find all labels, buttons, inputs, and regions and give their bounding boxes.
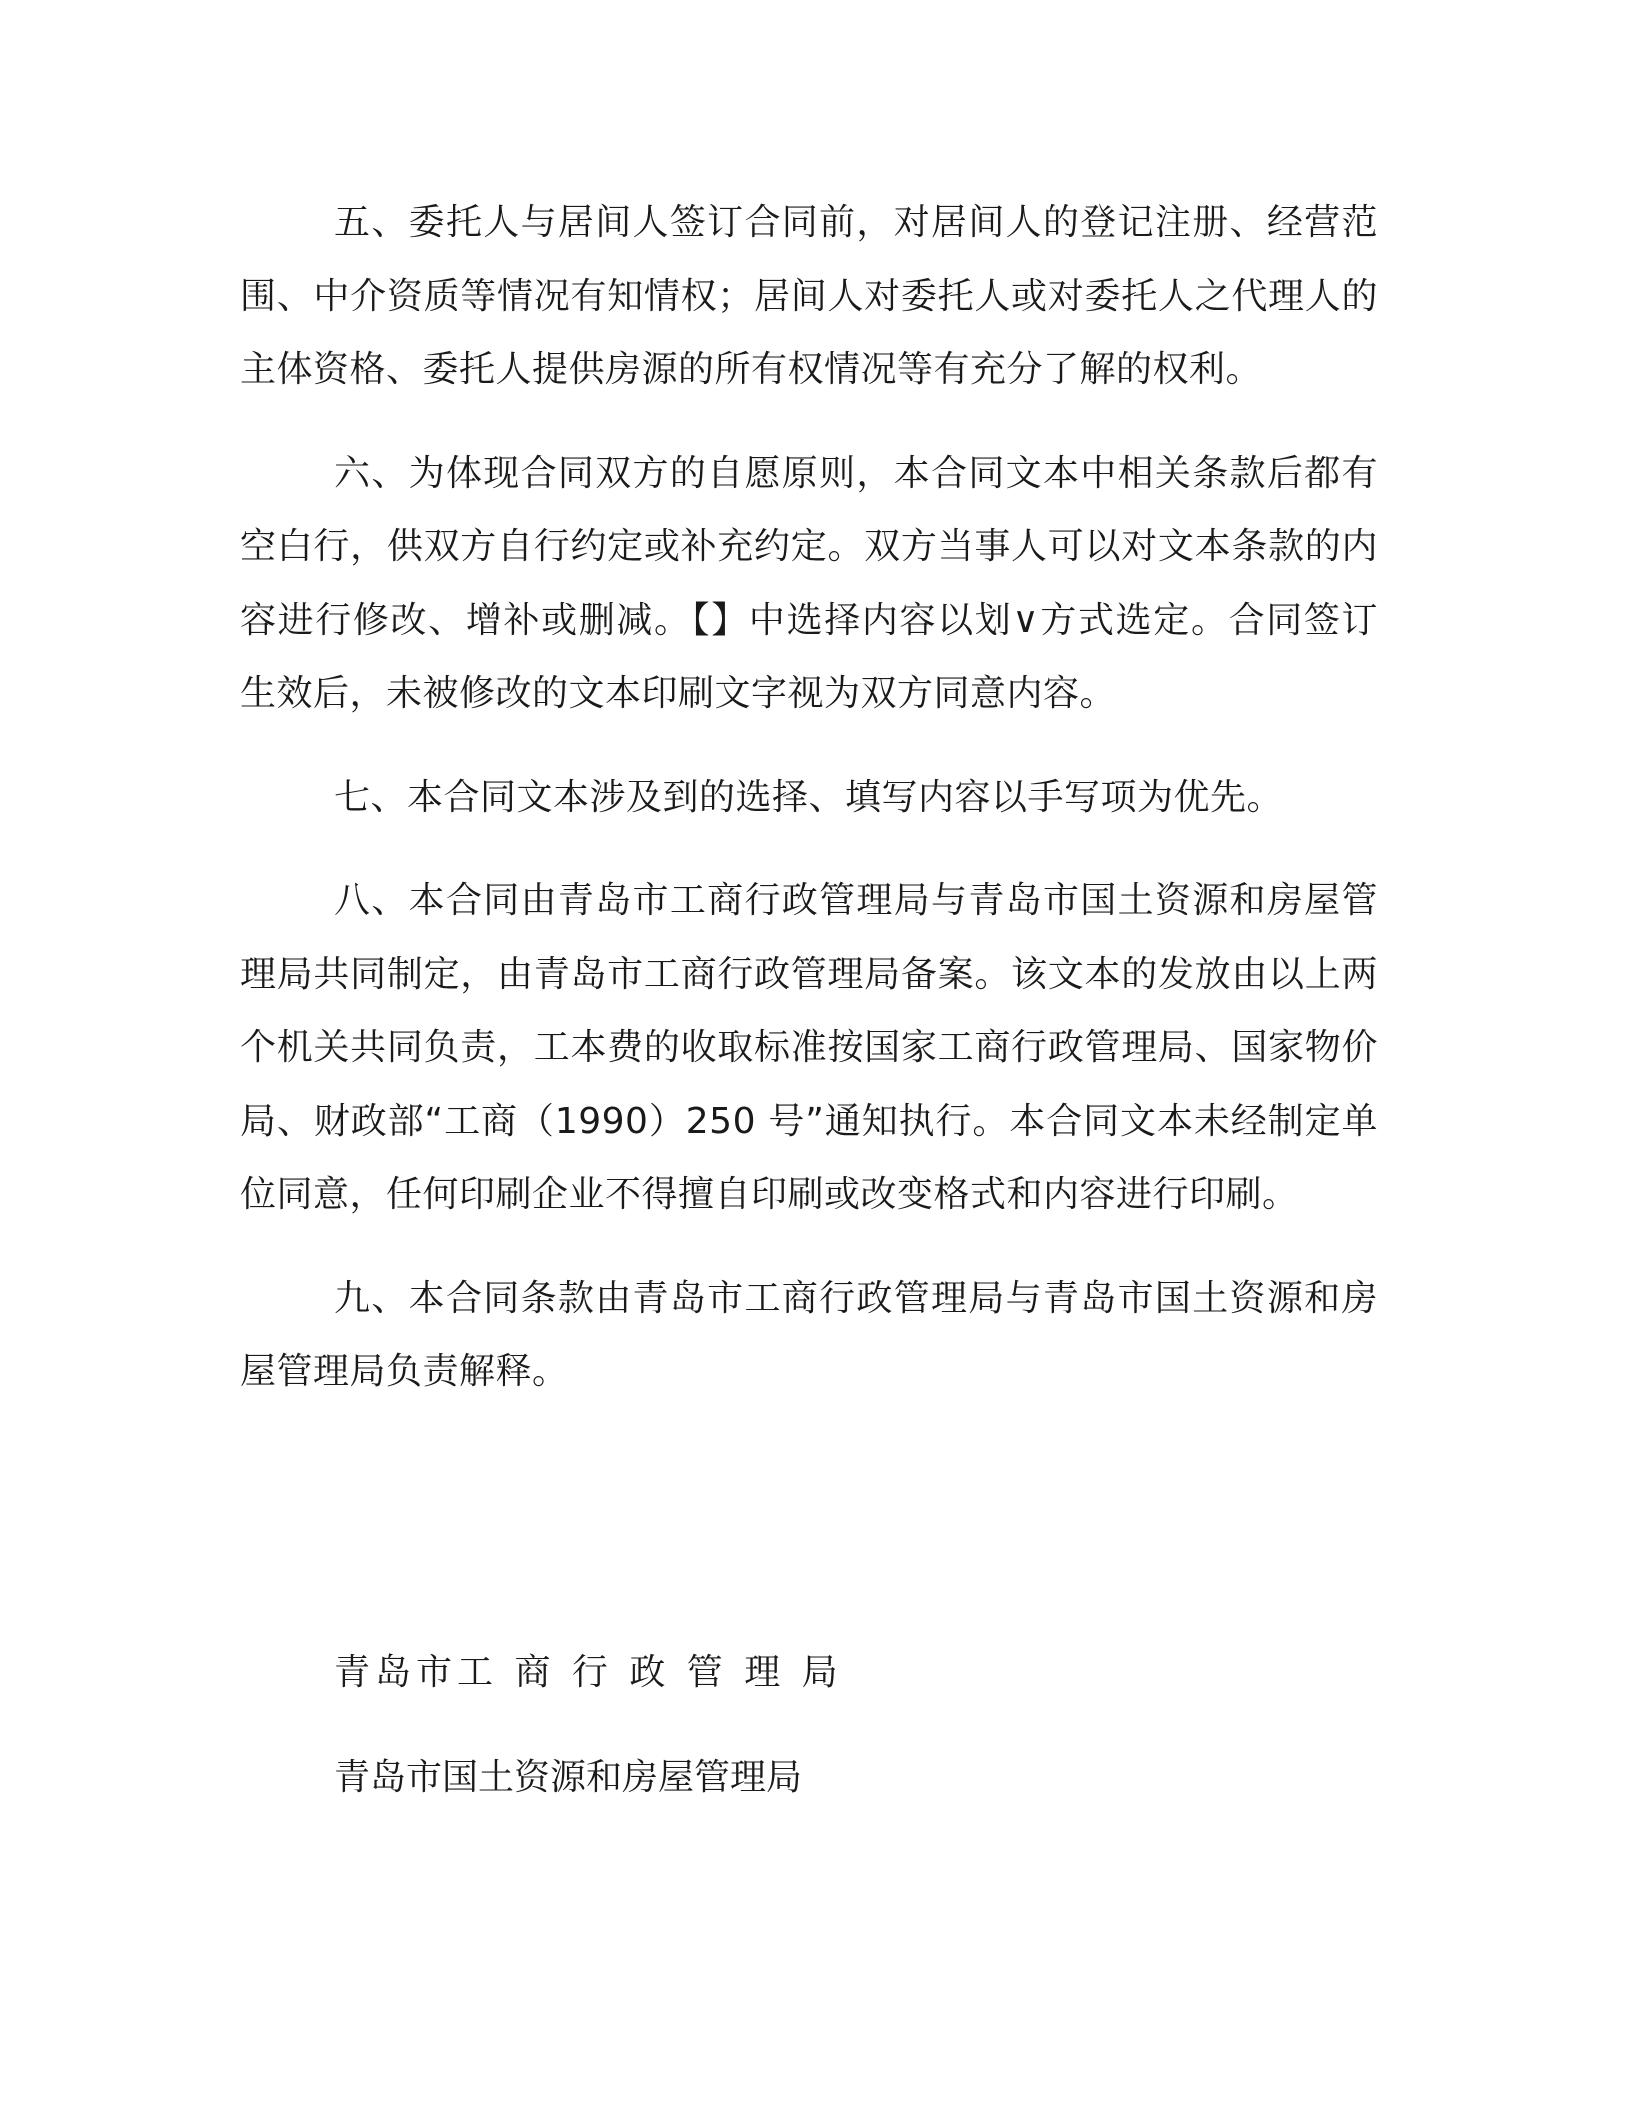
clause-9: 九、本合同条款由青岛市工商行政管理局与青岛市国土资源和房屋管理局负责解释。 xyxy=(240,1277,1378,1392)
signature-land-housing-bureau: 青岛市国土资源和房屋管理局 xyxy=(334,1757,803,1798)
signature-industry-commerce-bureau: 青岛市工 商 行 政 管 理 局 xyxy=(334,1652,843,1693)
document-body xyxy=(240,186,1378,1439)
clause-5: 五、委托人与居间人签订合同前，对居间人的登记注册、经营范围、中介资质等情况有知情权；居间人对委托人或对委托人之代理人的主体资格、委托人提供房源的所有权情况等有充分了解的权利。 xyxy=(240,202,1378,390)
clause-7: 七、本合同文本涉及到的选择、填写内容以手写项为优先。 xyxy=(334,776,1284,818)
clause-6: 六、为体现合同双方的自愿原则，本合同文本中相关条款后都有空白行，供双方自行约定或补充约定。双方当事人可以对文本条款的内容进行修改、增补或删减。【】中选择内容以划∨方式选定。合同签订生效后，未被修改的文本印刷文字视为双方同意内容。 xyxy=(240,452,1378,714)
clause-8: 八、本合同由青岛市工商行政管理局与青岛市国土资源和房屋管理局共同制定，由青岛市工商行政管理局备案。该文本的发放由以上两个机关共同负责，工本费的收取标准按国家工商行政管理局、国家物价局、财政部“工商（1990）250 号”通知执行。本合同文本未经制定单位同意，任何印刷企业不得擅自印刷或改变格式和内容进行印刷。 xyxy=(240,880,1378,1215)
